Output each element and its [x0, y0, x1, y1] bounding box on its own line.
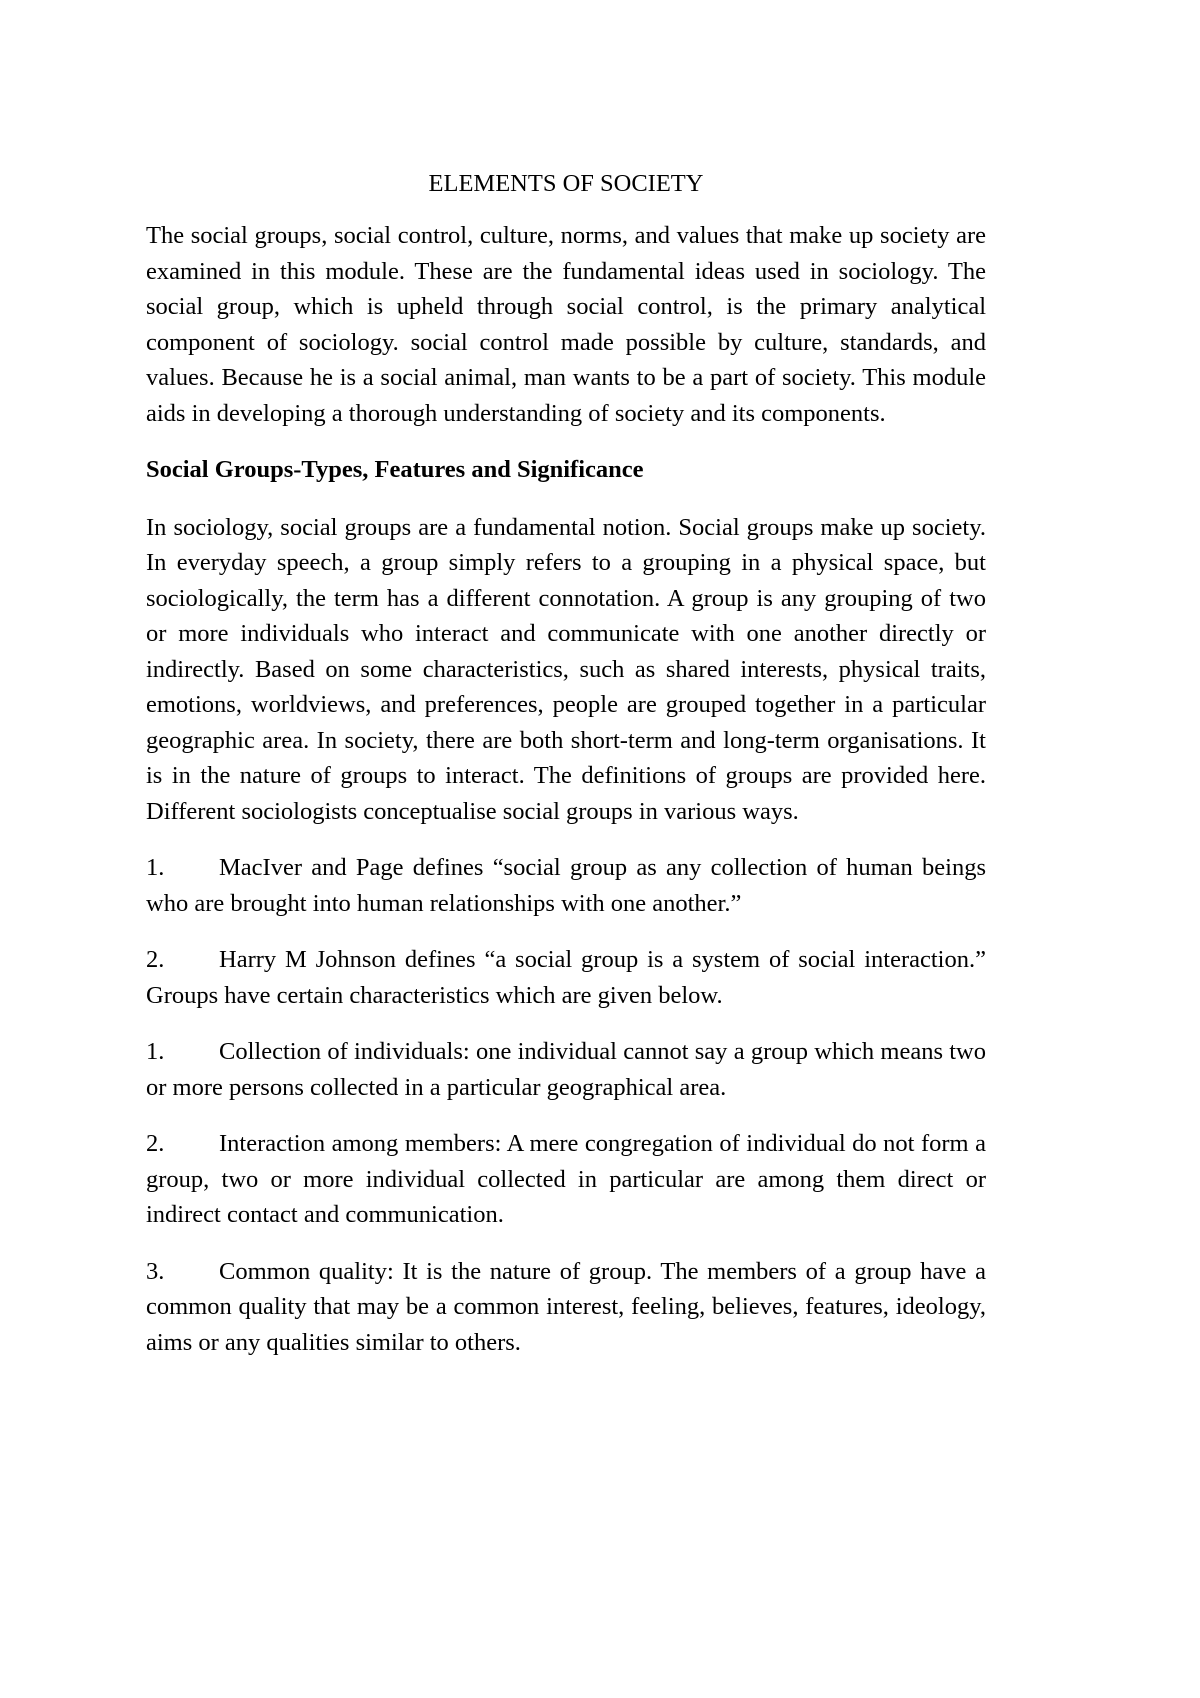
characteristic-item: [146, 1254, 986, 1361]
document-body: [146, 166, 986, 1381]
characteristic-item: [146, 1034, 986, 1105]
list-text: Interaction among members: A mere congregation of individual do not form a group, two or more individual collected in particular are among them direct or indirect contact and communication.: [146, 1130, 986, 1228]
definition-item: [146, 942, 986, 1013]
definition-item: [146, 850, 986, 921]
intro-paragraph: The social groups, social control, culture, norms, and values that make up society are examined in this module. These are the fundamental ideas used in sociology. The social group, which is upheld through social control, is the primary analytical component of sociology. social control made possible by culture, standards, and values. Because he is a social animal, man wants to be a part of society. This module aids in developing a thorough understanding of society and its components.: [146, 222, 986, 427]
list-text: MacIver and Page defines “social group as any collection of human beings who are brought into human relationships with one another.”: [146, 854, 986, 917]
list-text: Common quality: It is the nature of group. The members of a group have a common quality that may be a common interest, feeling, believes, features, ideology, aims or any qualities similar to others.: [146, 1257, 986, 1356]
list-text: Harry M Johnson defines “a social group is a system of social interaction.” Groups have certain characteristics which are given below.: [146, 946, 986, 1009]
section-heading: Social Groups-Types, Features and Significance: [146, 456, 644, 483]
list-number: 1.: [146, 1038, 165, 1065]
document-title: ELEMENTS OF SOCIETY: [428, 170, 704, 197]
list-text: Collection of individuals: one individual cannot say a group which means two or more persons collected in a particular geographical area.: [146, 1038, 986, 1101]
list-number: 2.: [146, 1130, 165, 1157]
list-number: 2.: [146, 946, 165, 973]
list-number: 3.: [146, 1257, 165, 1285]
list-number: 1.: [146, 854, 165, 881]
section-paragraph: In sociology, social groups are a fundamental notion. Social groups make up society. In everyday speech, a group simply refers to a grouping in a physical space, but sociologically, the term has a different connotation. A group is any grouping of two or more individuals who interact and communicate with one another directly or indirectly. Based on some characteristics, such as shared interests, physical traits, emotions, worldviews, and preferences, people are grouped together in a particular geographic area. In society, there are both short-term and long-term organisations. It is in the nature of groups to interact. The definitions of groups are provided here. Different sociologists conceptualise social groups in various ways.: [146, 513, 986, 825]
characteristic-item: [146, 1126, 986, 1233]
